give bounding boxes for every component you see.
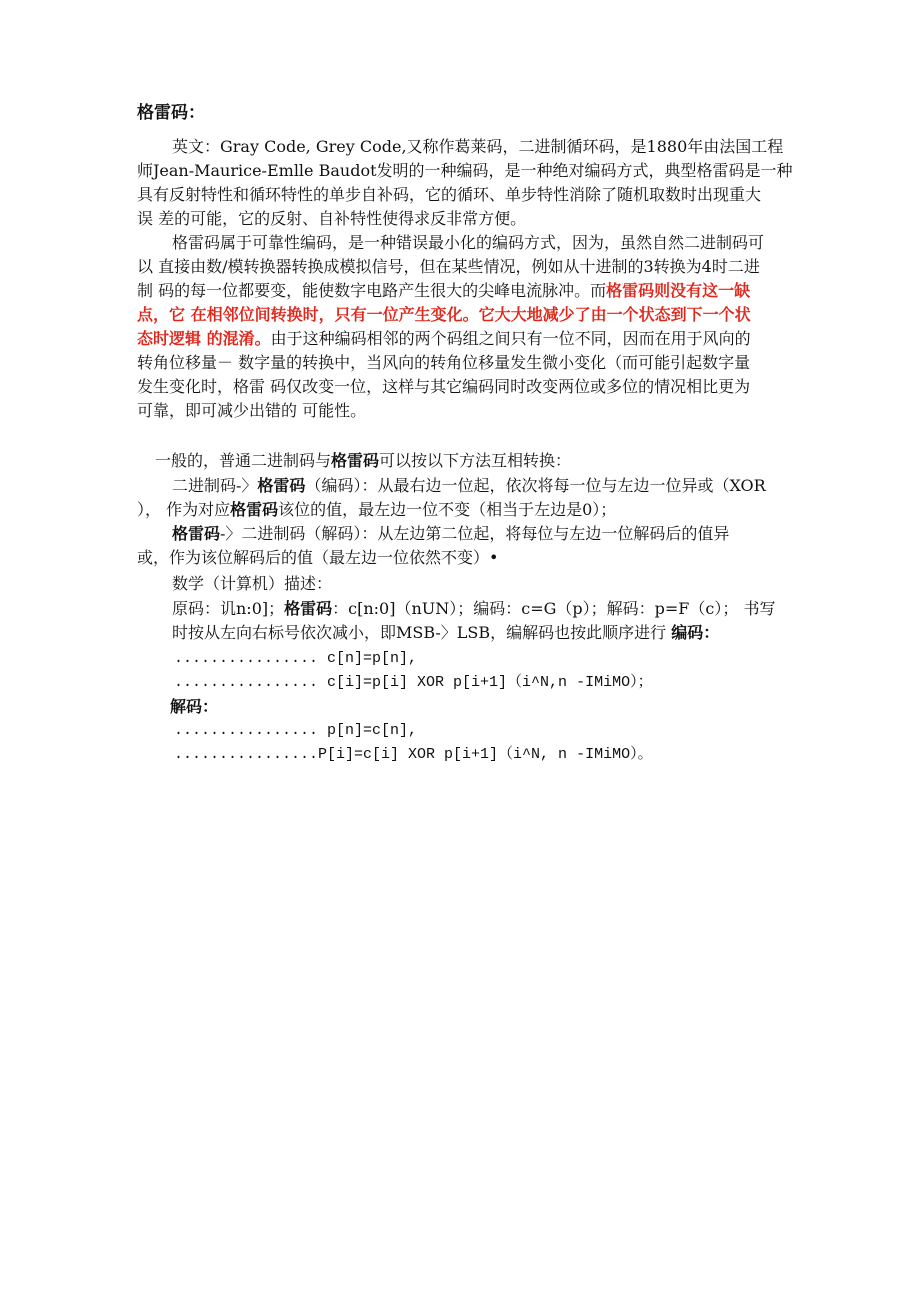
text-span: 一般的，普通二进制码与 — [155, 451, 332, 470]
text-span: ）， 作为对应 — [137, 500, 231, 519]
text-line: 具有反射特性和循环特性的单步自补码，它的循环、单步特性消除了随机取数时出现重大 — [137, 185, 762, 204]
text-span: 二进制码-〉 — [172, 476, 258, 495]
text-line: 可靠，即可减少出错的 可能性。 — [137, 401, 367, 420]
text-span: 时按从左向右标号依次减小，即MSB-〉LSB，编解码也按此顺序进行 — [172, 623, 672, 642]
decode-label: 解码： — [170, 697, 219, 716]
text-line — [137, 500, 616, 520]
text-line: 格雷码属于可靠性编码，是一种错误最小化的编码方式，因为，虽然自然二进制码可 — [172, 233, 765, 252]
text-span: 制 码的每一位都要变，能使数字电路产生很大的尖峰电流脉冲。而 — [137, 281, 607, 300]
term-gray-code: 格雷码 — [172, 524, 221, 543]
text-span: 由于这种编码相邻的两个码组之间只有一位不同，因而在用于风向的 — [270, 329, 751, 348]
text-line: 转角位移量－ 数字量的转换中，当风向的转角位移量发生微小变化（而可能引起数字量 — [137, 353, 751, 372]
code-line: ................ p[n]=c[n], — [174, 722, 418, 739]
highlight-text: 格雷码则没有这一缺 — [606, 281, 751, 300]
text-line — [155, 451, 571, 471]
code-line: ................ c[i]=p[i] XOR p[i+1]（i^N,n -IMiMO）； — [174, 674, 653, 691]
text-span: 可以按以下方法互相转换： — [379, 451, 572, 470]
text-span: -〉二进制码（解码）：从左边第二位起，将每位与左边一位解码后的值异 — [220, 524, 730, 543]
text-line: 数学（计算机）描述： — [172, 574, 333, 593]
code-line: ................P[i]=c[i] XOR p[i+1]（i^N, n -IMiMO）。 — [174, 746, 653, 763]
text-span: （编码）：从最右边一位起，依次将每一位与左边一位异或（XOR — [305, 476, 766, 495]
term-gray-code: 格雷码 — [331, 451, 380, 470]
text-line — [172, 599, 775, 619]
highlight-text: 态时逻辑 的混淆。 — [137, 329, 271, 348]
text-span: ：c[n:0]（nUN）；编码：c=G（p）；解码：p=F（c）； 书写 — [332, 599, 776, 618]
text-line: 英文：Gray Code, Grey Code,又称作葛莱码，二进制循环码，是1880年由法国工程 — [172, 137, 784, 156]
highlight-text: 点，它 在相邻位间转换时，只有一位产生变化。它大大地减少了由一个状态到下一个状 — [137, 305, 751, 324]
text-line — [172, 476, 766, 496]
text-span: 该位的值，最左边一位不变（相当于左边是0）； — [278, 500, 617, 519]
encode-label: 编码： — [671, 623, 720, 642]
text-line: 或，作为该位解码后的值（最左边一位依然不变）• — [137, 548, 499, 567]
term-gray-code: 格雷码 — [284, 599, 333, 618]
text-line — [172, 524, 729, 544]
text-line — [172, 623, 719, 643]
text-line: 误 差的可能，它的反射、自补特性使得求反非常方便。 — [137, 209, 527, 228]
term-gray-code: 格雷码 — [257, 476, 306, 495]
text-span: 原码：讥n:0]； — [172, 599, 285, 618]
code-line: ................ c[n]=p[n], — [174, 650, 418, 667]
page-title: 格雷码： — [137, 103, 205, 122]
text-line: 发生变化时，格雷 码仅改变一位，这样与其它编码同时改变两位或多位的情况相比更为 — [137, 377, 751, 396]
term-gray-code: 格雷码 — [230, 500, 279, 519]
text-line: 以 直接由数/模转换器转换成模拟信号，但在某些情况，例如从十进制的3转换为4时二进 — [137, 257, 760, 276]
text-line: 师Jean-Maurice-Emlle Baudot发明的一种编码，是一种绝对编码方式，典型格雷码是一种 — [137, 161, 793, 180]
text-line — [137, 329, 751, 349]
text-line — [137, 281, 750, 301]
